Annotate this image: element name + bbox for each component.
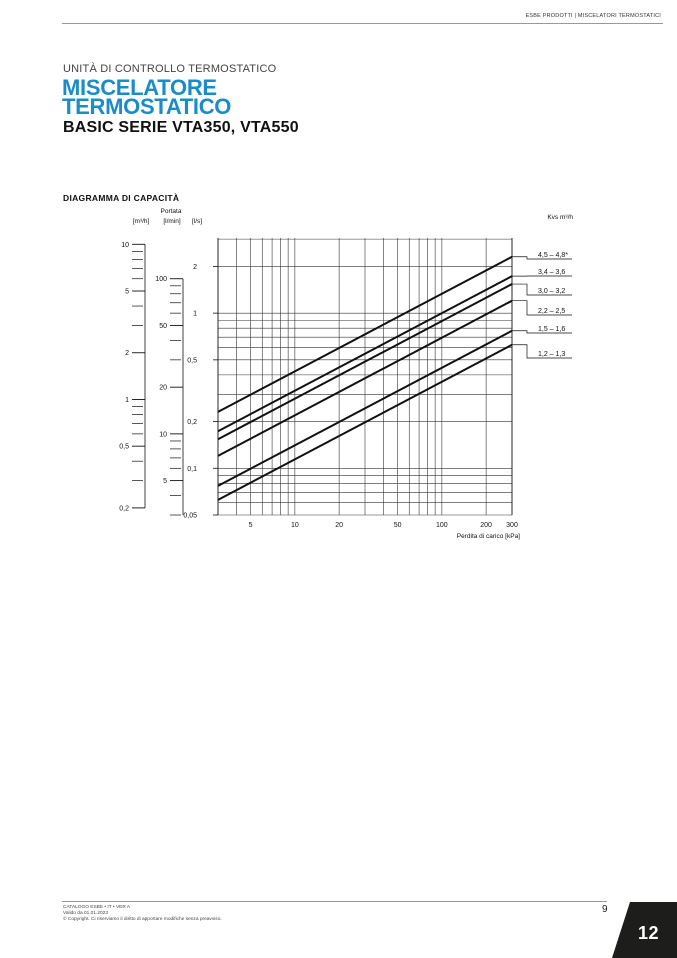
y-axis-unit: [l/s] [191, 218, 203, 225]
footer-rule [62, 901, 607, 902]
pre-title: UNITÀ DI CONTROLLO TERMOSTATICO [63, 63, 277, 75]
chart-legend [512, 252, 572, 358]
y-axis-title: Portata [160, 208, 182, 215]
chapter-number: 12 [638, 923, 660, 943]
y-tick-label: 0,05 [183, 512, 197, 520]
x-tick-label: 5 [248, 522, 253, 529]
y-axis-unit: [l/min] [163, 218, 181, 225]
page-subtitle: BASIC SERIE VTA350, VTA550 [63, 119, 299, 136]
y-tick-label: 0,5 [119, 443, 129, 451]
y-tick-label: 0,2 [187, 419, 197, 427]
x-tick-label: 10 [290, 522, 299, 529]
x-tick-label: 20 [335, 522, 344, 529]
y-tick-label: 5 [163, 478, 167, 486]
y-tick-label: 50 [159, 322, 167, 330]
y-axis-unit: [m³/h] [132, 218, 150, 225]
y-tick-label: 20 [159, 384, 167, 392]
title-line-1: MISCELATORE [62, 75, 217, 100]
footer-catalog: CATALOGO ESBE • IT • VER A [63, 905, 131, 910]
y-tick-label: 0,2 [119, 505, 129, 513]
legend-label: 4,5 – 4,8* [538, 252, 568, 259]
y-tick-label: 1 [125, 396, 129, 404]
legend-label: 3,4 – 3,6 [538, 269, 566, 276]
section-heading: DIAGRAMMA DI CAPACITÀ [63, 193, 180, 203]
legend-label: 2,2 – 2,5 [538, 308, 566, 315]
x-tick-label: 200 [480, 522, 492, 529]
x-tick-label: 300 [506, 522, 518, 529]
y-tick-label: 10 [121, 241, 129, 249]
legend-label: 1,5 – 1,6 [538, 326, 566, 333]
legend-label: 1,2 – 1,3 [538, 351, 566, 358]
y-tick-label: 5 [125, 288, 129, 296]
y-tick-label: 2 [125, 350, 129, 358]
y-tick-label: 10 [159, 431, 167, 439]
x-tick-label: 100 [436, 522, 448, 529]
y-tick-label: 2 [193, 263, 197, 271]
page-number: 9 [602, 904, 608, 915]
breadcrumb: ESBE PRODOTTI | MISCELATORI TERMOSTATICI [525, 13, 661, 19]
y-tick-label: 100 [155, 276, 167, 284]
y-tick-label: 0,1 [187, 465, 197, 473]
footer-copyright: © Copyright. Ci riserviamo il diritto di apportare modifiche senza preavviso. [63, 917, 222, 922]
footer-validity: Valido da 01.01.2023 [63, 911, 108, 916]
y-tick-label: 0,5 [187, 357, 197, 365]
legend-title: Kvs m³/h [547, 214, 573, 221]
chapter-tab [612, 902, 677, 958]
title-line-2: TERMOSTATICO [62, 94, 232, 119]
x-tick-label: 50 [393, 522, 402, 529]
x-axis-title: Perdita di carico [kPa] [456, 533, 520, 540]
legend-label: 3,0 – 3,2 [538, 288, 566, 295]
y-tick-label: 1 [193, 310, 197, 318]
